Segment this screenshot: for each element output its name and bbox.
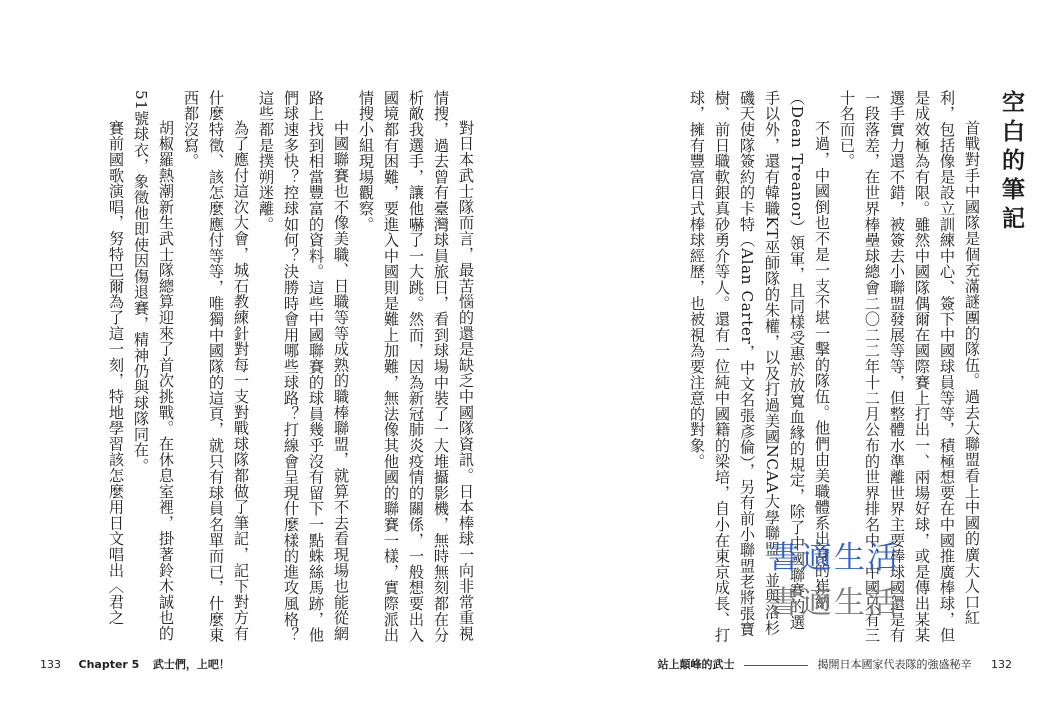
left-paragraph-2: 中國聯賽也不像美職、日職等等成熟的職棒聯盟，就算不去看現場也能從網路上找到相當豐富的資料。這些中國聯賽的球員幾乎沒有留下一點蛛絲馬跡，他們球速多快？控球如何？決勝時會用哪些球路？打線會呈現什麼樣的進攻風格？這些都是撲朔迷離。 [257, 90, 350, 643]
right-paragraph-2: 不過，中國倒也不是一支不堪一擊的隊伍。他們由美職體系出身的崔納（Dean Treanor）領軍，且同樣受惠於放寬血緣的規定，除了中國聯賽的選手以外，還有韓職KT巫師隊的朱權，以及打過美國NCAA大學聯盟、並與洛杉磯天使隊簽約的卡特（Alan Carter，中文名張彥倫），另有前小聯盟老將張寶樹、前日職軟銀真砂勇介等人。還有一位純中國籍的梁培，自小在東京成長、打球，擁有豐富日式棒球經歷，也被視為要注意的對象。 [688, 90, 831, 643]
left-footer [40, 656, 230, 672]
chapter-label: Chapter 5 [78, 658, 140, 671]
watermark-gray: 書適生活 [768, 585, 900, 621]
right-page-body [514, 90, 984, 646]
chapter-title: 武士們，上吧！ [152, 658, 230, 671]
section-heading: 空白的筆記 [998, 90, 1025, 235]
left-paragraph-4: 胡椒羅熱潮新生武士隊總算迎來了首次挑戰。在休息室裡，掛著鈴木誠也的51號球衣，象徵他即使因傷退賽，精神仍與球隊同在。 [132, 90, 175, 642]
right-page-number: 132 [991, 658, 1012, 671]
watermark-blue: 書適生活 [768, 540, 900, 576]
left-paragraph-3: 為了應付這次大會，城石教練針對每一支對戰球隊都做了筆記，記下對方有什麼特徵、該怎麼應付等等，唯獨中國隊的這頁，就只有球員名單而已，什麼東西都沒寫。 [182, 90, 250, 643]
left-page-body [8, 90, 478, 646]
right-footer [658, 656, 1013, 672]
left-page-number: 133 [40, 658, 61, 671]
left-paragraph-1: 對日本武士隊而言，最苦惱的還是缺乏中國隊資訊。日本棒球一向非常重視情搜，過去曾有臺灣球員旅日，看到球場中裝了一大堆攝影機，無時無刻都在分析敵我選手，讓他嚇了一大跳。然而，因為新冠肺炎疫情的關係，一般想要出入國境都有困難，要進入中國則是難上加難，無法像其他國的聯賽一樣，實際派出情搜小組現場觀察。 [357, 90, 475, 643]
book-subtitle: 揭開日本國家代表隊的強盛秘辛 [817, 658, 972, 671]
book-title: 站上顛峰的武士 [657, 658, 735, 671]
footer-rule [744, 665, 808, 666]
left-paragraph-5: 賽前國歌演唱，努特巴爾為了這一刻，特地學習該怎麼用日文唱出〈君之 [107, 120, 125, 626]
right-paragraph-1: 首戰對手中國隊是個充滿謎團的隊伍。過去大聯盟看上中國的廣大人口紅利，包括像是設立訓練中心、簽下中國球員等等，積極想要在中國推廣棒球，但是成效極為有限。雖然中國隊偶爾在國際賽上打出一、兩場好球，或是傳出某某選手實力還不錯，被簽去小聯盟發展等等，但整體水準離世界主要棒球國還是有一段落差，在世界棒壘球總會二〇二二年十二月公布的世界排名中，中國只有三十名而已。 [838, 90, 981, 643]
